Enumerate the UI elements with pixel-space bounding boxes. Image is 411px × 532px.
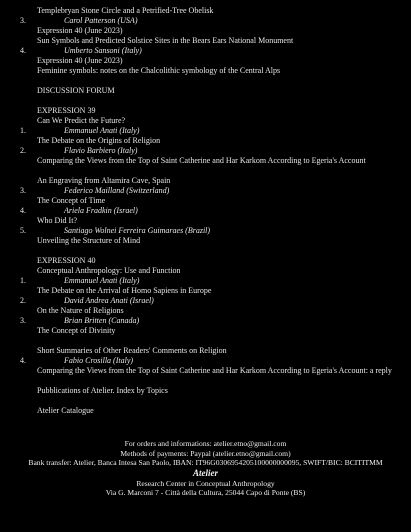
entry-number: 5. [20,226,26,235]
author-line [0,296,411,306]
contents-list [0,6,411,416]
orders-info: For orders and informations: atelier.etno@gmail.com [124,439,287,448]
entry-line [0,26,411,36]
entry-line [0,56,411,66]
entry-text: The Concept of Time [37,196,106,205]
entry-line [0,216,411,226]
entry-text: Sun Symbols and Predicted Solstice Sites in the Bears Ears National Monument [37,36,294,45]
author-line [0,46,411,56]
author-name: Federico Mailland (Switzerland) [64,186,170,195]
entry-text: Feminine symbols: notes on the Chalcolithic symbology of the Central Alps [37,66,281,75]
author-line [0,226,411,236]
entry-line [0,236,411,246]
author-name: Fabio Crosilla (Italy) [64,356,134,365]
research-center-name: Research Center in Conceptual Anthropology [136,478,275,488]
entry-text: Expression 40 (June 2023) [37,56,123,65]
entry-line [0,106,411,116]
entry-number: 4. [20,356,26,365]
author-name: David Andrea Anati (Israel) [64,296,154,305]
entry-line [0,366,411,376]
author-name: Ariela Fradkin (Israel) [64,206,138,215]
entry-number: 4. [20,206,26,215]
entry-line [0,66,411,76]
entry-text: DISCUSSION FORUM [37,86,115,95]
author-line [0,146,411,156]
entry-line [0,196,411,206]
address: Via G. Marconi 7 - Città della Cultura, 25044 Capo di Ponte (BS) [105,488,306,497]
entry-number: 4. [20,46,26,55]
entry-line [0,256,411,266]
entry-line [0,136,411,146]
entry-text: Pubblications of Atelier. Index by Topics [37,386,168,395]
author-line [0,206,411,216]
entry-line [0,6,411,16]
entry-text: Short Summaries of Other Readers' Comments on Religion [37,346,227,355]
entry-text: Expression 40 (June 2023) [37,26,123,35]
entry-text: On the Nature of Religions [37,306,124,315]
entry-line [0,36,411,46]
spacer [0,376,411,386]
entry-line [0,286,411,296]
entry-line [0,176,411,186]
entry-text: Conceptual Anthropology: Use and Function [37,266,181,275]
entry-text: EXPRESSION 40 [37,256,96,265]
author-line [0,16,411,26]
entry-text: Templebryan Stone Circle and a Petrified-Tree Obelisk [37,6,214,15]
author-line [0,186,411,196]
entry-text: Can We Predict the Future? [37,116,126,125]
author-name: Emmanuel Anati (Italy) [64,276,140,285]
author-name: Carol Patterson (USA) [64,16,138,25]
entry-text: The Debate on the Origins of Religion [37,136,161,145]
entry-line [0,406,411,416]
atelier-logo: Atelier [193,467,218,478]
author-name: Santiago Wolnei Ferreira Guimaraes (Brazil) [64,226,211,235]
entry-line [0,386,411,396]
payments-info: Methods of payments: Paypal (atelier.etno@gmail.com) [120,448,291,458]
entry-number: 3. [20,186,26,195]
entry-text: EXPRESSION 39 [37,106,96,115]
bank-transfer-info: Bank transfer: Atelier, Banca Intesa San Paolo, IBAN: IT96G0306954205100000000095, SWIFT/BIC: BCITITMM [28,458,383,467]
footer [0,439,411,498]
entry-line [0,156,411,166]
author-line [0,316,411,326]
entry-number: 1. [20,126,26,135]
entry-text: The Concept of Divinity [37,326,116,335]
entry-line [0,116,411,126]
entry-text: Unveiling the Structure of Mind [37,236,141,245]
entry-line [0,326,411,336]
author-line [0,126,411,136]
spacer [0,166,411,176]
author-name: Flavio Barbiero (Italy) [64,146,138,155]
entry-text: The Debate on the Arrival of Homo Sapiens in Europe [37,286,212,295]
entry-number: 2. [20,146,26,155]
entry-text: Atelier Catalogue [37,406,94,415]
author-name: Brian Britten (Canada) [64,316,140,325]
entry-text: Comparing the Views from the Top of Saint Catherine and Har Karkom According to Egeria's Account: a reply [37,366,392,375]
entry-text: Who Did It? [37,216,77,225]
author-line [0,356,411,366]
entry-number: 3. [20,16,26,25]
author-name: Umberto Sansoni (Italy) [64,46,142,55]
spacer [0,246,411,256]
author-line [0,276,411,286]
spacer [0,96,411,106]
entry-number: 1. [20,276,26,285]
entry-text: Comparing the Views from the Top of Saint Catherine and Har Karkom According to Egeria's Account [37,156,366,165]
entry-text: An Engraving from Altamira Cave, Spain [37,176,171,185]
spacer [0,396,411,406]
entry-line [0,86,411,96]
entry-line [0,266,411,276]
entry-number: 2. [20,296,26,305]
spacer [0,336,411,346]
author-name: Emmanuel Anati (Italy) [64,126,140,135]
entry-number: 3. [20,316,26,325]
entry-line [0,346,411,356]
entry-line [0,306,411,316]
spacer [0,76,411,86]
